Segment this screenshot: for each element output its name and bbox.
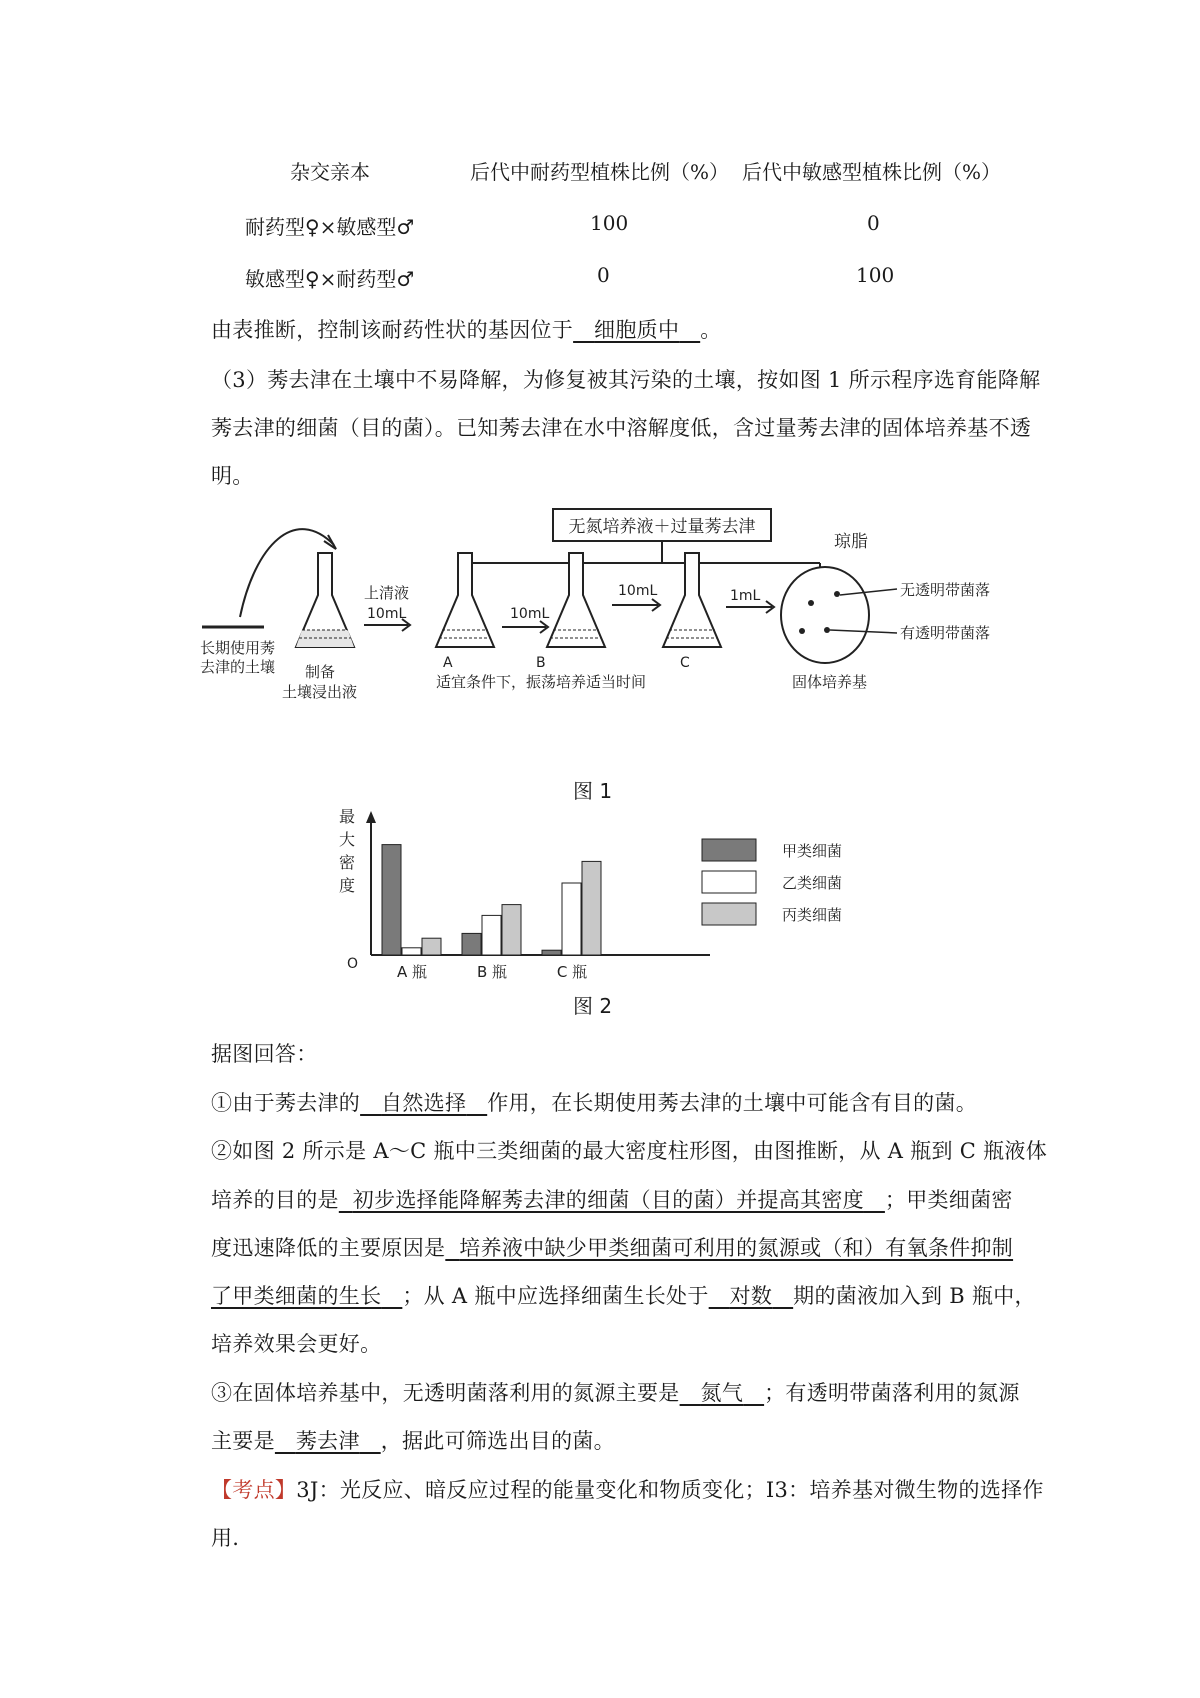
chart-legend: [700, 835, 880, 935]
answer-intro: 据图回答：: [211, 1042, 318, 1066]
q1-blank: [360, 1091, 487, 1115]
q2-answer-1: 初步选择能降解莠去津的细菌（目的菌）并提高其密度: [352, 1188, 864, 1212]
agar-label: 琼脂: [834, 532, 868, 552]
answer-text: 细胞质中: [594, 318, 680, 342]
medium-box-label: 无氮培养液＋过量莠去津: [568, 517, 756, 537]
table-row-1-parents: 耐药型♀×敏感型♂: [245, 215, 415, 239]
bar-B瓶-丙类细菌: [502, 905, 521, 955]
legend-swatch: [702, 839, 756, 861]
q2-answer-3: 对数: [729, 1284, 773, 1308]
x-tick-label: C 瓶: [556, 963, 588, 981]
q1-line: [211, 1087, 977, 1117]
bar-C瓶-乙类细菌: [562, 883, 581, 955]
kaodian-line-1: [211, 1474, 1044, 1504]
q2-answer-2-cont: 了甲类细菌的生长: [211, 1284, 382, 1308]
q1-suffix: 作用，在长期使用莠去津的土壤中可能含有目的菌。: [487, 1091, 978, 1115]
q2-line3-prefix: 度迅速降低的主要原因是: [211, 1236, 446, 1260]
legend-label: 甲类细菌: [782, 842, 843, 860]
flask-a-icon: [436, 553, 494, 647]
plate-label: 固体培养基: [792, 673, 868, 691]
prep-label-2: 土壤浸出液: [282, 683, 358, 701]
q3-line1-suffix: ；有透明带菌落利用的氮源: [764, 1381, 1020, 1405]
flask-c-label: C: [680, 655, 690, 671]
figure-2-caption: 图 2: [573, 994, 613, 1018]
q2-conclusion: [211, 314, 722, 344]
y-axis-arrow-icon: [366, 811, 376, 823]
table-row-1-sensitive: 0: [867, 211, 880, 235]
q3-answer-1: 氮气: [700, 1381, 744, 1405]
kaodian-text: 3J：光反应、暗反应过程的能量变化和物质变化；I3：培养基对微生物的选择作: [296, 1478, 1044, 1502]
q3-line2-prefix: 主要是: [211, 1429, 275, 1453]
q3-line2-suffix: ，据此可筛选出目的菌。: [380, 1429, 615, 1453]
bar-A瓶-乙类细菌: [402, 948, 421, 955]
density-bar-chart: [325, 805, 725, 1020]
conclusion-text: 由表推断，控制该耐药性状的基因位于: [211, 318, 574, 342]
q2-blank-1: [339, 1188, 885, 1212]
y-axis-label-char-3: 密: [339, 853, 356, 872]
x-tick-label: B 瓶: [476, 963, 508, 981]
flask-b-icon: [547, 553, 605, 647]
flask-a-label: A: [443, 655, 453, 671]
table-header-resistant: 后代中耐药型植株比例（%）: [470, 160, 730, 184]
volume-label-3: 10mL: [618, 583, 658, 599]
q2-line2-prefix: 培养的目的是: [211, 1188, 339, 1212]
flask-b-label: B: [536, 655, 546, 671]
petri-plate-icon: [781, 567, 897, 663]
bar-C瓶-丙类细菌: [582, 861, 601, 955]
bar-A瓶-丙类细菌: [422, 938, 441, 955]
conclusion-suffix: 。: [700, 318, 722, 342]
volume-label-4: 1mL: [730, 588, 761, 604]
bar-B瓶-甲类细菌: [462, 933, 481, 955]
soil-label-1: 长期使用莠: [200, 639, 276, 657]
q3-answer-2: 莠去津: [295, 1429, 360, 1453]
q2-answer-2: 培养液中缺少甲类细菌可利用的氮源或（和）有氧条件抑制: [459, 1236, 1014, 1260]
q2-line-2: [211, 1184, 1013, 1214]
q2-blank-2: [445, 1236, 1013, 1260]
table-row-2-sensitive: 100: [856, 263, 895, 287]
y-axis-label-char-1: 最: [339, 807, 356, 826]
q2-line-1: ②如图 2 所示是 A～C 瓶中三类细菌的最大密度柱形图，由图推断，从 A 瓶到 C 瓶液体: [211, 1139, 1048, 1163]
legend-label: 乙类细菌: [782, 874, 843, 892]
prep-flask-icon: [296, 553, 354, 647]
legend-label: 丙类细菌: [782, 906, 843, 924]
q2-blank-3: [709, 1284, 793, 1308]
q3-blank-2: [275, 1429, 381, 1453]
condition-label: 适宜条件下，振荡培养适当时间: [436, 673, 647, 691]
q3-blank-1: [680, 1381, 764, 1405]
q3-intro-line-1: （3）莠去津在土壤中不易降解，为修复被其污染的土壤，按如图 1 所示程序选育能降解: [211, 368, 1041, 392]
table-header-sensitive: 后代中敏感型植株比例（%）: [742, 160, 1002, 184]
q2-line4-suffix: 期的菌液加入到 B 瓶中，: [793, 1284, 1036, 1308]
legend-swatch: [702, 871, 756, 893]
y-axis-label-char-2: 大: [339, 830, 356, 849]
table-header-parents: 杂交亲本: [290, 160, 370, 184]
prep-label-1: 制备: [305, 663, 336, 681]
table-row-1-resistant: 100: [590, 211, 629, 235]
q3-intro-line-3: 明。: [211, 464, 254, 488]
x-tick-label: A 瓶: [396, 963, 428, 981]
table-row-2-resistant: 0: [597, 263, 610, 287]
chart-axes: [366, 811, 710, 955]
no-halo-label: 无透明带菌落: [900, 581, 991, 599]
soil-label-2: 去津的土壤: [200, 658, 276, 676]
bar-A瓶-甲类细菌: [382, 845, 401, 955]
q2-line4-mid: ；从 A 瓶中应选择细菌生长处于: [402, 1284, 709, 1308]
flask-c-icon: [663, 553, 721, 647]
origin-label: O: [347, 956, 359, 972]
q3-line-2: [211, 1425, 615, 1455]
q3-line-1: [211, 1377, 1020, 1407]
table-row-2-parents: 敏感型♀×耐药型♂: [245, 267, 415, 291]
q1-answer: 自然选择: [381, 1091, 467, 1115]
q1-prefix: ①由于莠去津的: [211, 1091, 361, 1115]
kaodian-line-2: 用.: [211, 1526, 240, 1550]
figure-1-diagram: [200, 505, 1080, 805]
answer-blank: [573, 318, 700, 342]
q2-line2-suffix: ；甲类细菌密: [884, 1188, 1013, 1212]
y-axis-label-char-4: 度: [339, 876, 356, 895]
legend-swatch: [702, 903, 756, 925]
figure-1-caption: 图 1: [573, 779, 613, 803]
volume-label-2: 10mL: [510, 606, 550, 622]
supernatant-label: 上清液: [364, 584, 410, 602]
volume-label-1: 10mL: [367, 606, 407, 622]
q2-blank-2-cont: [211, 1284, 402, 1308]
halo-label: 有透明带菌落: [900, 624, 991, 642]
q3-intro-line-2: 莠去津的细菌（目的菌）。已知莠去津在水中溶解度低，含过量莠去津的固体培养基不透: [211, 416, 1032, 440]
q3-line1-prefix: ③在固体培养基中，无透明菌落利用的氮源主要是: [211, 1381, 680, 1405]
q2-line-5: 培养效果会更好。: [211, 1332, 382, 1356]
bar-C瓶-甲类细菌: [542, 950, 561, 955]
q2-line-3: [211, 1232, 1013, 1262]
kaodian-tag: 【考点】: [211, 1478, 297, 1502]
q2-line-4: [211, 1280, 1036, 1310]
bar-B瓶-乙类细菌: [482, 915, 501, 955]
